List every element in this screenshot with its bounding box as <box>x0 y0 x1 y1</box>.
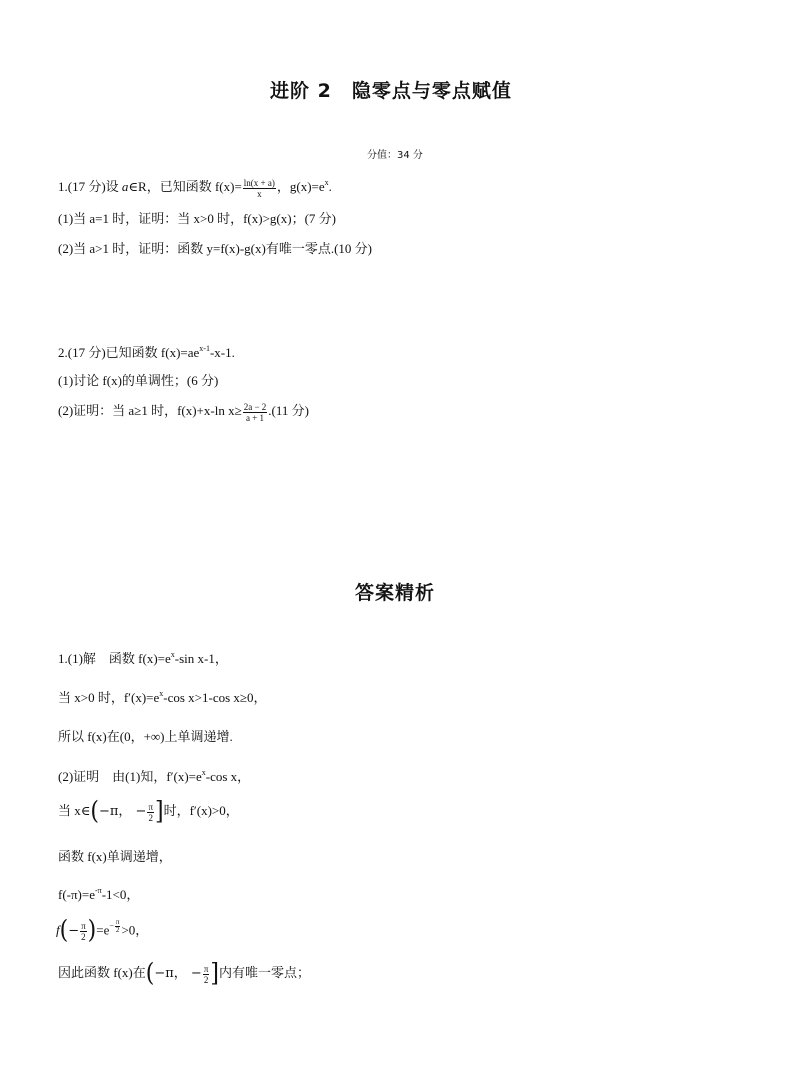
answer-line-1: 1.(1)解 函数 $f(x)=e^x-\sin$ x-1， <box>58 650 228 666</box>
fraction-2a: $\frac{2a - 2}{a + 1}$ <box>243 401 267 423</box>
answer-line-5: 当 x∈(−π， − $\frac{\pi}{2}$ ]时，f′(x)>0， <box>58 797 239 826</box>
fraction-ln: $\frac{\ln(x + a)}{x}$ <box>243 177 275 199</box>
answer-line-8: f(− $\frac{\pi}{2}$ )$=e^{- \frac{\pi}{2}}$ >0， <box>56 916 149 946</box>
problem-1-part-1: (1)当 a=1 时，证明：当 x>0 时，f(x)>g(x)；(7 分) <box>58 211 336 226</box>
problem-2-part-2: (2)证明：当 a≥1 时，f(x)+x-ln x≥ $\frac{2a - 2}{a + 1}$ .(11 分) <box>58 401 309 423</box>
answer-line-3: 所以 f(x)在(0，+∞)上单调递增. <box>58 729 233 744</box>
score-label: 分值：34 分 <box>367 150 423 161</box>
answer-line-2: 当 x>0 时，$f'(x)=e^x-\cos$ x>1-cos x≥0， <box>58 689 267 705</box>
answers-title: 答案精析 <box>355 582 436 604</box>
problem-1-part-2: (2)当 a>1 时，证明：函数 y=f(x)-g(x)有唯一零点.(10 分) <box>58 241 372 256</box>
answer-line-7: $f(-\pi)=e^{-\pi}-1<0$， <box>58 886 140 902</box>
problem-2-part-1: (1)讨论 f(x)的单调性；(6 分) <box>58 373 219 388</box>
problem-2-intro: 2.(17 分)已知函数 $f(x)=ae^{x-1}-x-1$. <box>58 344 235 360</box>
problem-1-intro: 1.(17 分)设 a∈R，已知函数 f(x)= $\frac{\ln(x + a)}{x}$ ，$g(x)=e^x$. <box>58 177 332 199</box>
answer-line-9: 因此函数 f(x)在(−π， − $\frac{\pi}{2}$ ]内有唯一零点； <box>58 959 310 988</box>
answer-line-4: (2)证明 由(1)知，$f'(x)=e^x-\cos$ x， <box>58 768 251 784</box>
page-title: 进阶 2 隐零点与零点赋值 <box>270 80 512 102</box>
answer-line-6: 函数 f(x)单调递增， <box>58 849 172 864</box>
